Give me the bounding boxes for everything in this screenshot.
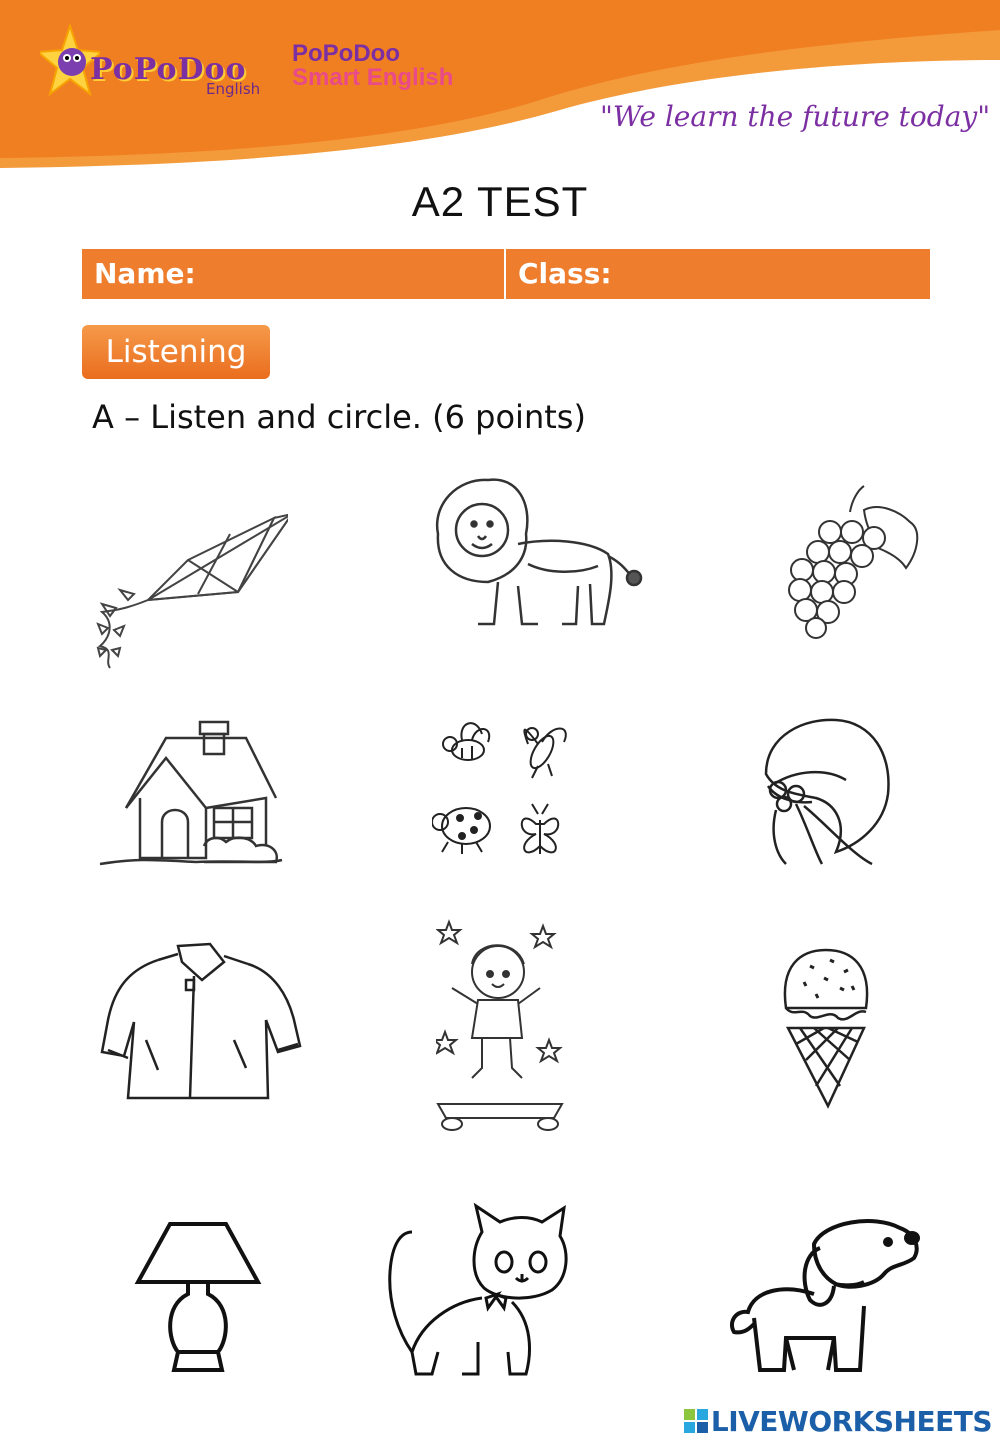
smart-english-logo	[292, 40, 492, 100]
page-title: A2 TEST	[411, 178, 589, 225]
kite-icon[interactable]	[88, 500, 288, 670]
smart-english-logo-line1: PoPoDoo	[292, 40, 400, 67]
cat-icon[interactable]	[382, 1202, 572, 1384]
student-info-bar	[82, 249, 930, 299]
jacket-icon[interactable]	[98, 940, 304, 1110]
dog-icon[interactable]	[724, 1214, 920, 1378]
lion-icon[interactable]	[428, 474, 648, 644]
class-field[interactable]: Class:	[518, 257, 612, 290]
liveworksheets-watermark	[683, 1405, 992, 1437]
header-banner	[0, 0, 1000, 200]
grapes-icon[interactable]	[780, 482, 930, 642]
ice-cream-icon[interactable]	[780, 946, 872, 1112]
exercise-instruction: A – Listen and circle. (6 points)	[92, 398, 586, 436]
house-icon[interactable]	[96, 718, 286, 868]
section-badge-listening: Listening	[82, 325, 270, 379]
tagline: "We learn the future today"	[600, 100, 991, 133]
hat-icon[interactable]	[756, 714, 896, 874]
name-field[interactable]: Name:	[82, 249, 506, 299]
insects-icon[interactable]	[432, 714, 582, 864]
smart-english-logo-line2: Smart English	[292, 64, 454, 91]
jumping-boy-icon[interactable]	[436, 918, 566, 1138]
liveworksheets-logo-icon	[683, 1408, 709, 1434]
logo-subtitle: English	[206, 80, 261, 98]
lamp-icon[interactable]	[134, 1220, 262, 1376]
logo-wordmark: PoPoDoo	[90, 52, 247, 87]
popodoo-logo	[40, 24, 270, 104]
watermark-text: LIVEWORKSHEETS	[710, 1404, 992, 1438]
